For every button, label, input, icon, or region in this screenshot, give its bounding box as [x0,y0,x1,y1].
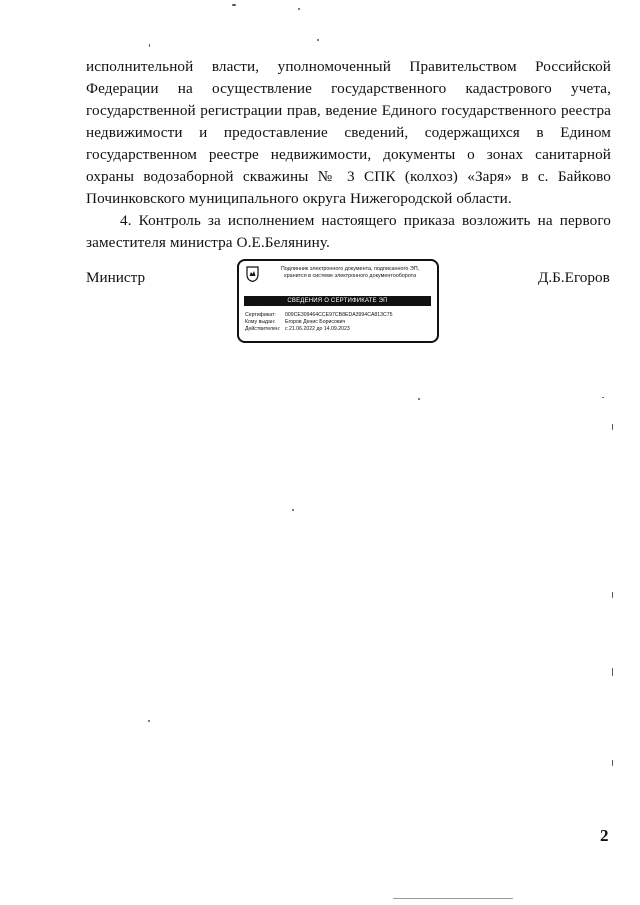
stamp-issued-to-label: Кому выдан: [245,319,276,325]
stamp-notice-line-2: хранится в системе электронного документооборота [283,272,417,279]
stamp-valid-value: с 21.06.2022 до 14.09.2023 [285,326,350,332]
signature-signer-name: Д.Б.Егоров [538,269,610,286]
stamp-certificate-label: Сертификат: [245,312,276,318]
stamp-header: СВЕДЕНИЯ О СЕРТИФИКАТЕ ЭП [244,296,431,306]
scan-speck [612,592,613,598]
stamp-issued-to-value: Егоров Денис Борисович [285,319,346,325]
stamp-valid-row [245,326,435,333]
page-number: 2 [600,826,609,845]
stamp-notice [265,266,435,279]
scan-speck [292,509,294,511]
scan-speck [232,4,236,6]
scan-speck [612,760,613,766]
scan-speck [148,720,150,722]
scan-speck [149,44,150,47]
scan-speck [612,668,613,676]
stamp-details [245,312,435,333]
scan-speck [317,39,319,41]
stamp-certificate-row [245,312,435,319]
coat-of-arms-icon [246,266,259,282]
stamp-notice-line-1: Подлинник электронного документа, подписанного ЭП, [280,266,420,272]
stamp-certificate-value: 009CE309464CCE97CB8EDA3994CA813C75 [285,312,393,318]
stamp-issued-to-row [245,319,435,326]
stamp-valid-label: Действителен: [245,326,281,332]
scan-speck [612,424,613,430]
body-text [86,56,611,254]
electronic-signature-stamp [237,259,439,343]
paragraph-continuation: исполнительной власти, уполномоченный Правительством Российской Федерации на осуществление государственного кадастрового учета, государственной регистрации прав, ведение Единого государственного реестра недвижимости и предоставление сведений, содержащихся в Едином государственном реестре недвижимости, документы о зонах санитарной охраны водозаборной скважины № 3 СПК (колхоз) «Заря» в с. Байково Починковского муниципального округа Нижегородской области. [86,58,611,207]
scan-speck [298,8,300,10]
scan-speck [393,898,513,899]
scan-speck [418,398,420,400]
scan-speck [602,397,604,398]
paragraph-4-control: 4. Контроль за исполнением настоящего приказа возложить на первого заместителя министра О.Е.Белянину. [86,212,611,251]
signature-position-title: Министр [86,269,146,286]
